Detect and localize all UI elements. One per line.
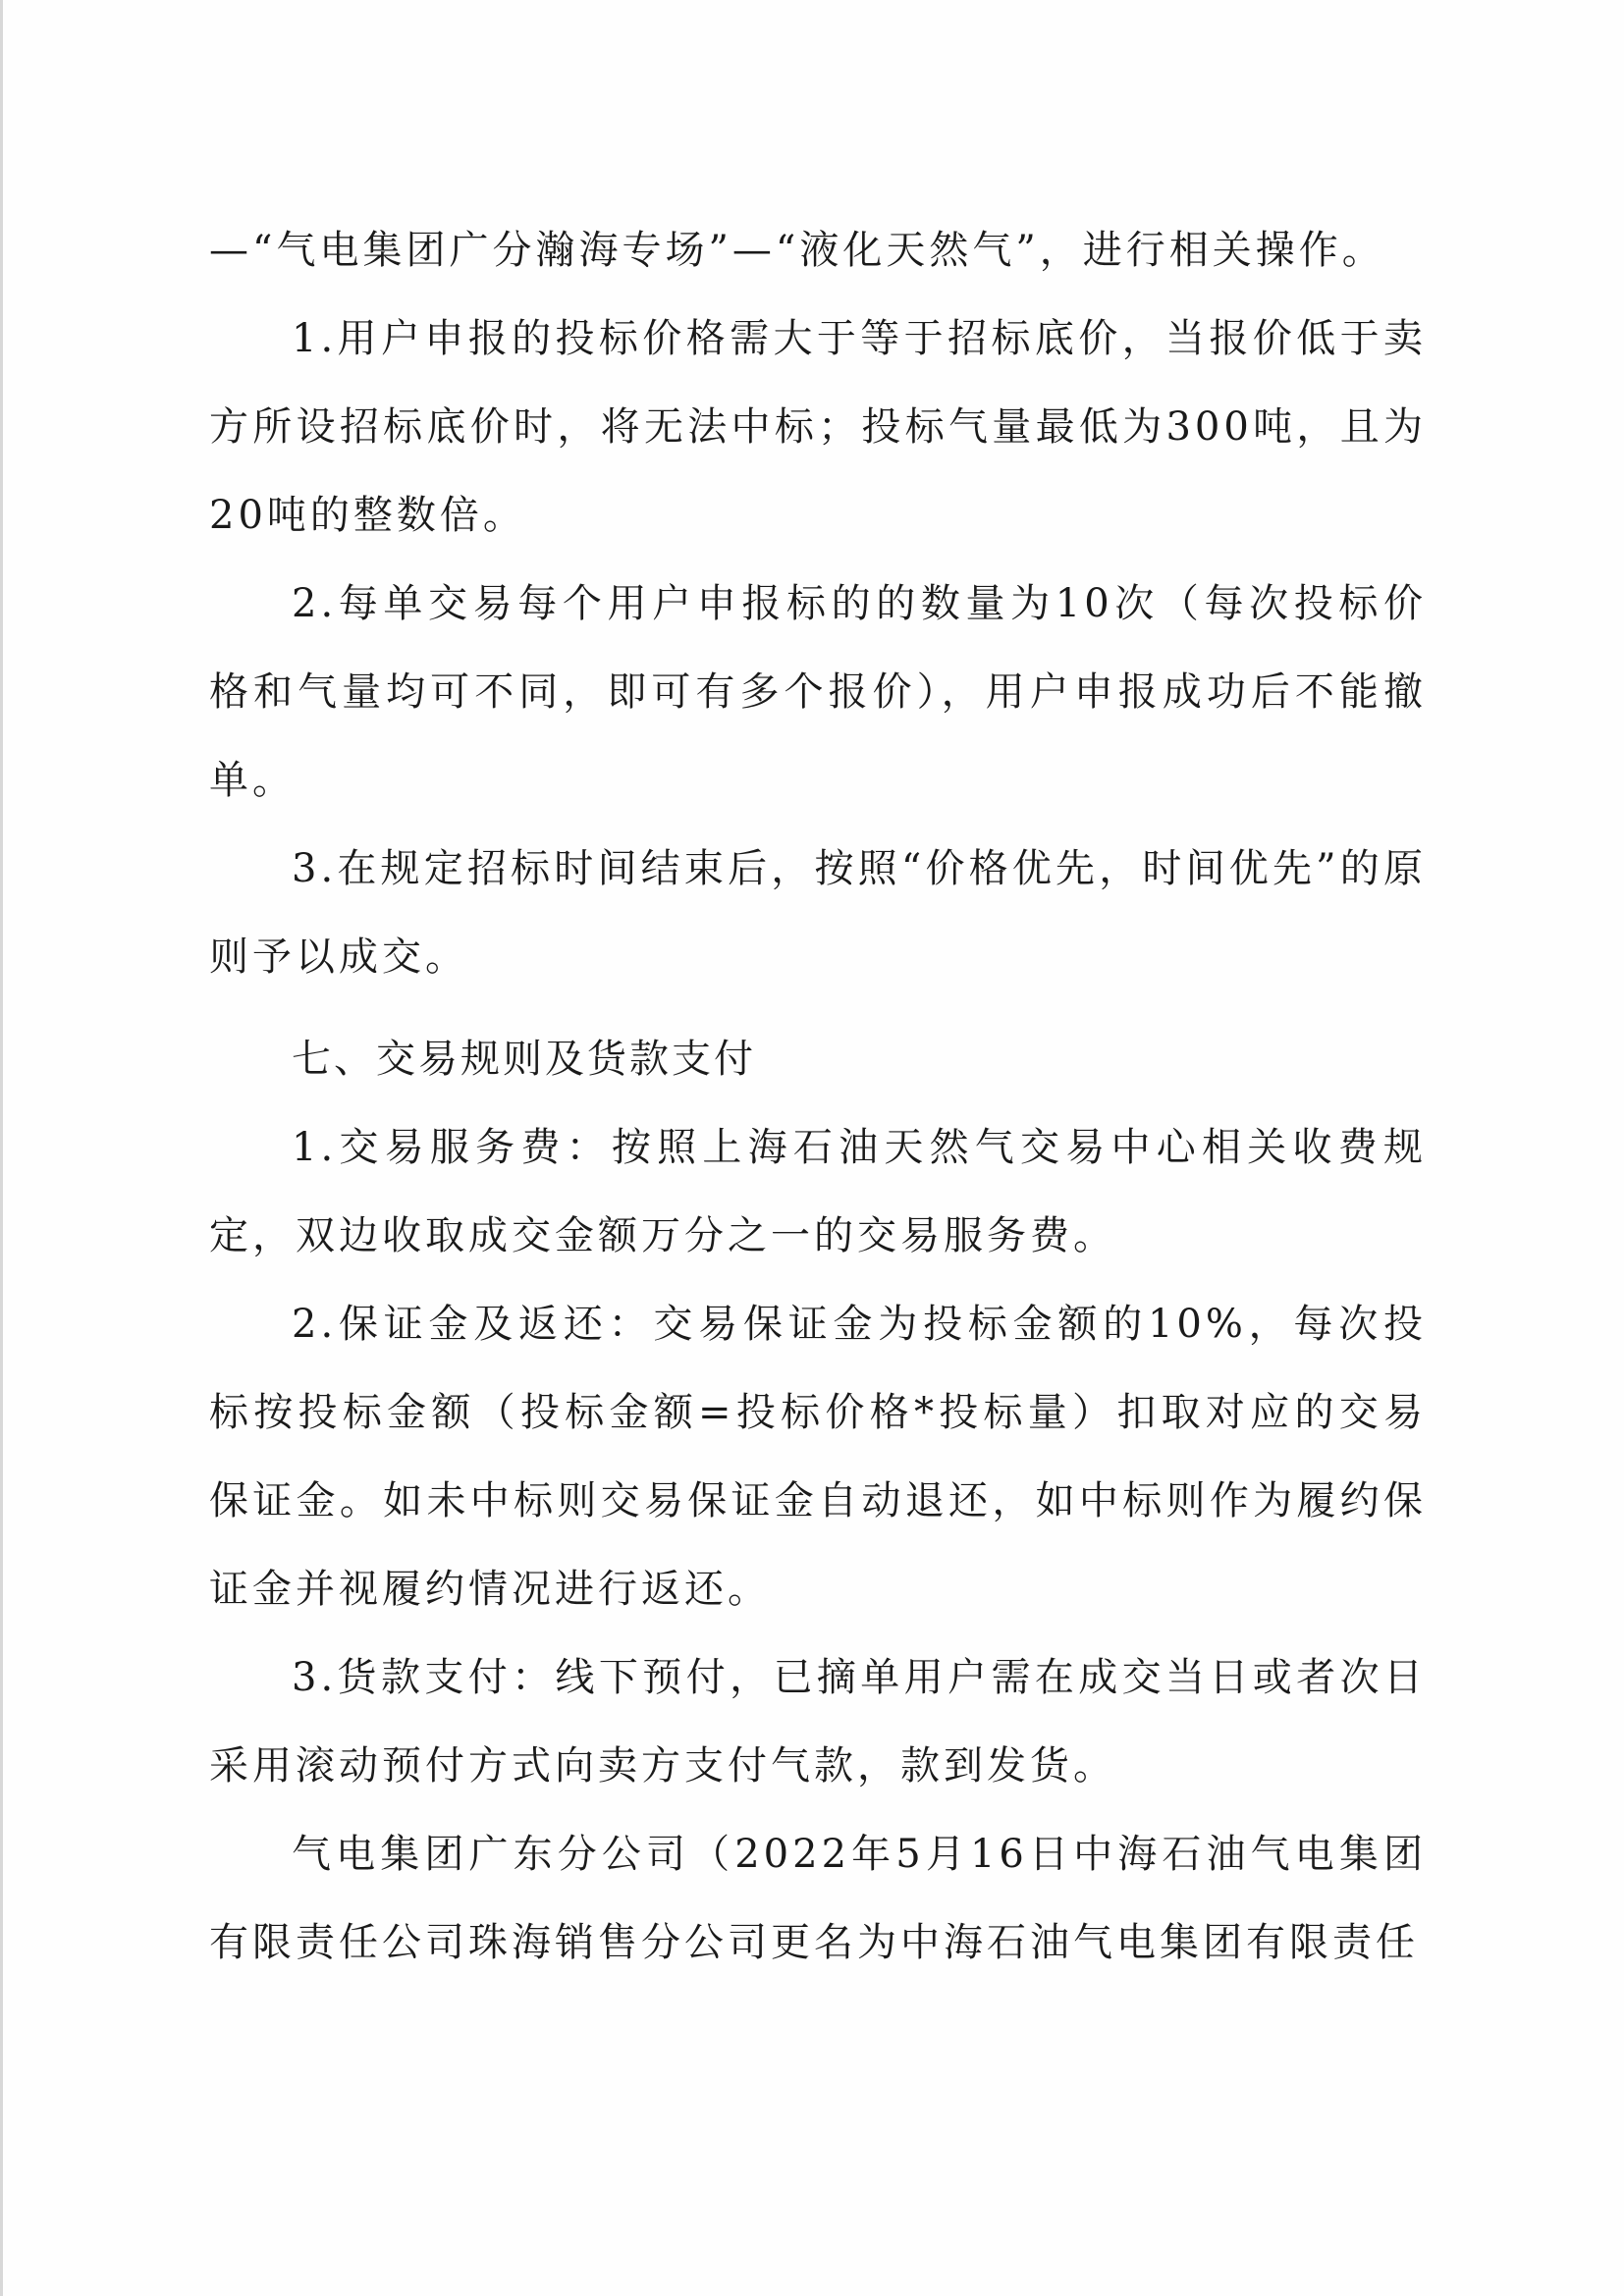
paragraph-trade-rule-2: 2.保证金及返还：交易保证金为投标金额的10%，每次投标按投标金额（投标金额=投标价格*投标量）扣取对应的交易保证金。如未中标则交易保证金自动退还，如中标则作为履约保证金并视履约情况进行返还。 [209, 1302, 1427, 1612]
paragraph-trade-rule-1: 1.交易服务费：按照上海石油天然气交易中心相关收费规定，双边收取成交金额万分之一的交易服务费。 [209, 1125, 1427, 1258]
paragraph-bid-rule-1: 1.用户申报的投标价格需大于等于招标底价，当报价低于卖方所设招标底价时，将无法中标；投标气量最低为300吨，且为20吨的整数倍。 [209, 316, 1427, 538]
section-heading: 七、交易规则及货款支付 [292, 1037, 756, 1082]
scan-edge [0, 0, 3, 2296]
paragraph-intro-continued: —“气电集团广分瀚海专场”—“液化天然气”，进行相关操作。 [209, 228, 1385, 273]
document-body [209, 206, 1427, 1987]
paragraph-company-note: 气电集团广东分公司（2022年5月16日中海石油气电集团有限责任公司珠海销售分公司更名为中海石油气电集团有限责任 [209, 1832, 1427, 1965]
paragraph-trade-rule-3: 3.货款支付：线下预付，已摘单用户需在成交当日或者次日采用滚动预付方式向卖方支付气款，款到发货。 [209, 1655, 1427, 1789]
paragraph-bid-rule-2: 2.每单交易每个用户申报标的的数量为10次（每次投标价格和气量均可不同，即可有多个报价），用户申报成功后不能撤单。 [209, 581, 1427, 803]
paragraph-bid-rule-3: 3.在规定招标时间结束后，按照“价格优先，时间优先”的原则予以成交。 [209, 846, 1427, 980]
